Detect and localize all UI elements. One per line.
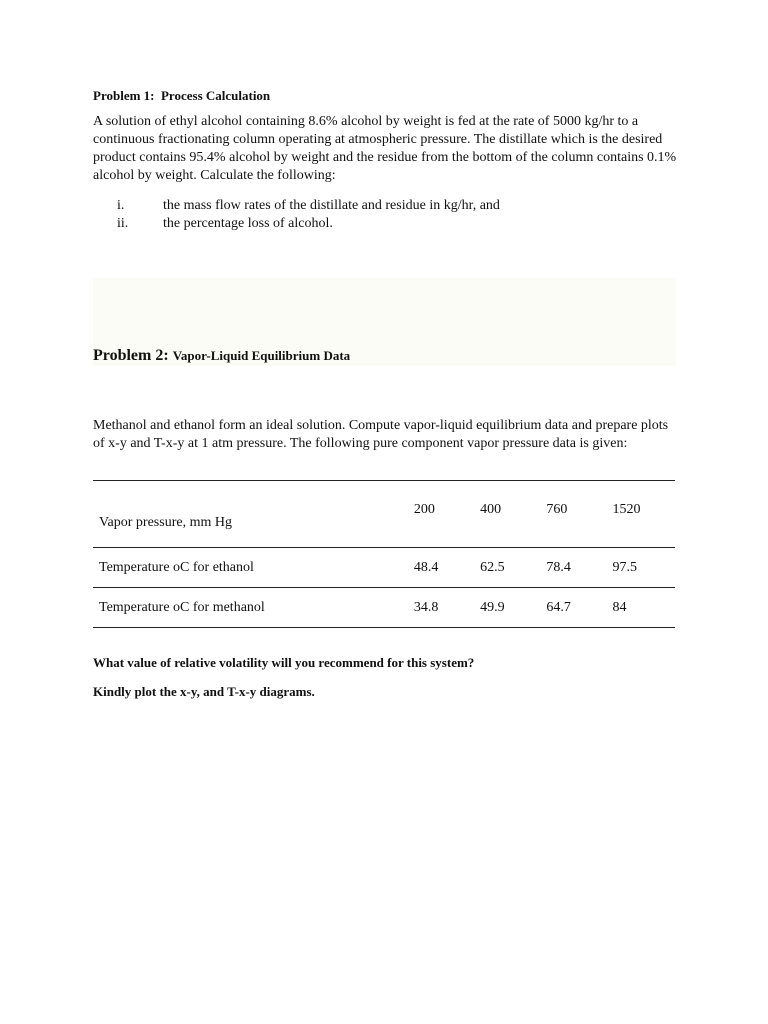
table-cell: 78.4 [546, 560, 571, 575]
problem1-heading: Problem 1: Process Calculation [93, 88, 271, 103]
problem2-heading-title: Vapor-Liquid Equilibrium Data [172, 348, 351, 363]
table-row-label: Vapor pressure, mm Hg [99, 515, 232, 530]
problem1-body: A solution of ethyl alcohol containing 8.6% alcohol by weight is fed at the rate of 5000 kg/hr to a continuous fractionating column operating at atmospheric pressure. The distillate which is the desired product contains 95.4% alcohol by weight and the residue from the bottom of the column contains 0.1% alcohol by weight. Calculate the following: [93, 114, 677, 183]
list-item-text: the mass flow rates of the distillate and residue in kg/hr, and [163, 198, 500, 213]
table-row [93, 481, 675, 548]
table-cell: 49.9 [480, 600, 505, 615]
table-cell: 760 [546, 502, 568, 517]
table-cell: 84 [612, 600, 627, 615]
problem2-heading [93, 347, 350, 365]
table-row [93, 588, 675, 628]
table-row-label: Temperature oC for ethanol [99, 560, 254, 575]
problem2-heading-prefix: Problem 2: [93, 347, 169, 364]
table-cell: 62.5 [480, 560, 505, 575]
table-cell: 200 [413, 502, 435, 517]
list-item-number: i. [117, 198, 125, 213]
problem2-body: Methanol and ethanol form an ideal solution. Compute vapor-liquid equilibrium data and prepare plots of x-y and T-x-y at 1 atm pressure. The following pure component vapor pressure data is given: [93, 418, 669, 451]
table-cell: 34.8 [413, 600, 439, 615]
problem1-list [93, 197, 683, 233]
table-cell: 48.4 [413, 560, 439, 575]
list-item [93, 215, 683, 233]
question-relative-volatility: What value of relative volatility will you recommend for this system? [93, 655, 475, 670]
table-cell: 97.5 [612, 560, 638, 575]
question-plot-diagrams: Kindly plot the x-y, and T-x-y diagrams. [93, 684, 315, 699]
vapor-pressure-table [93, 480, 675, 628]
list-item-text: the percentage loss of alcohol. [163, 216, 333, 231]
list-item-number: ii. [117, 216, 129, 231]
table-cell: 400 [480, 502, 502, 517]
table-cell: 1520 [612, 502, 641, 517]
table-cell: 64.7 [546, 600, 571, 615]
table-row-label: Temperature oC for methanol [99, 600, 265, 615]
list-item [93, 197, 683, 215]
table-row [93, 548, 675, 588]
